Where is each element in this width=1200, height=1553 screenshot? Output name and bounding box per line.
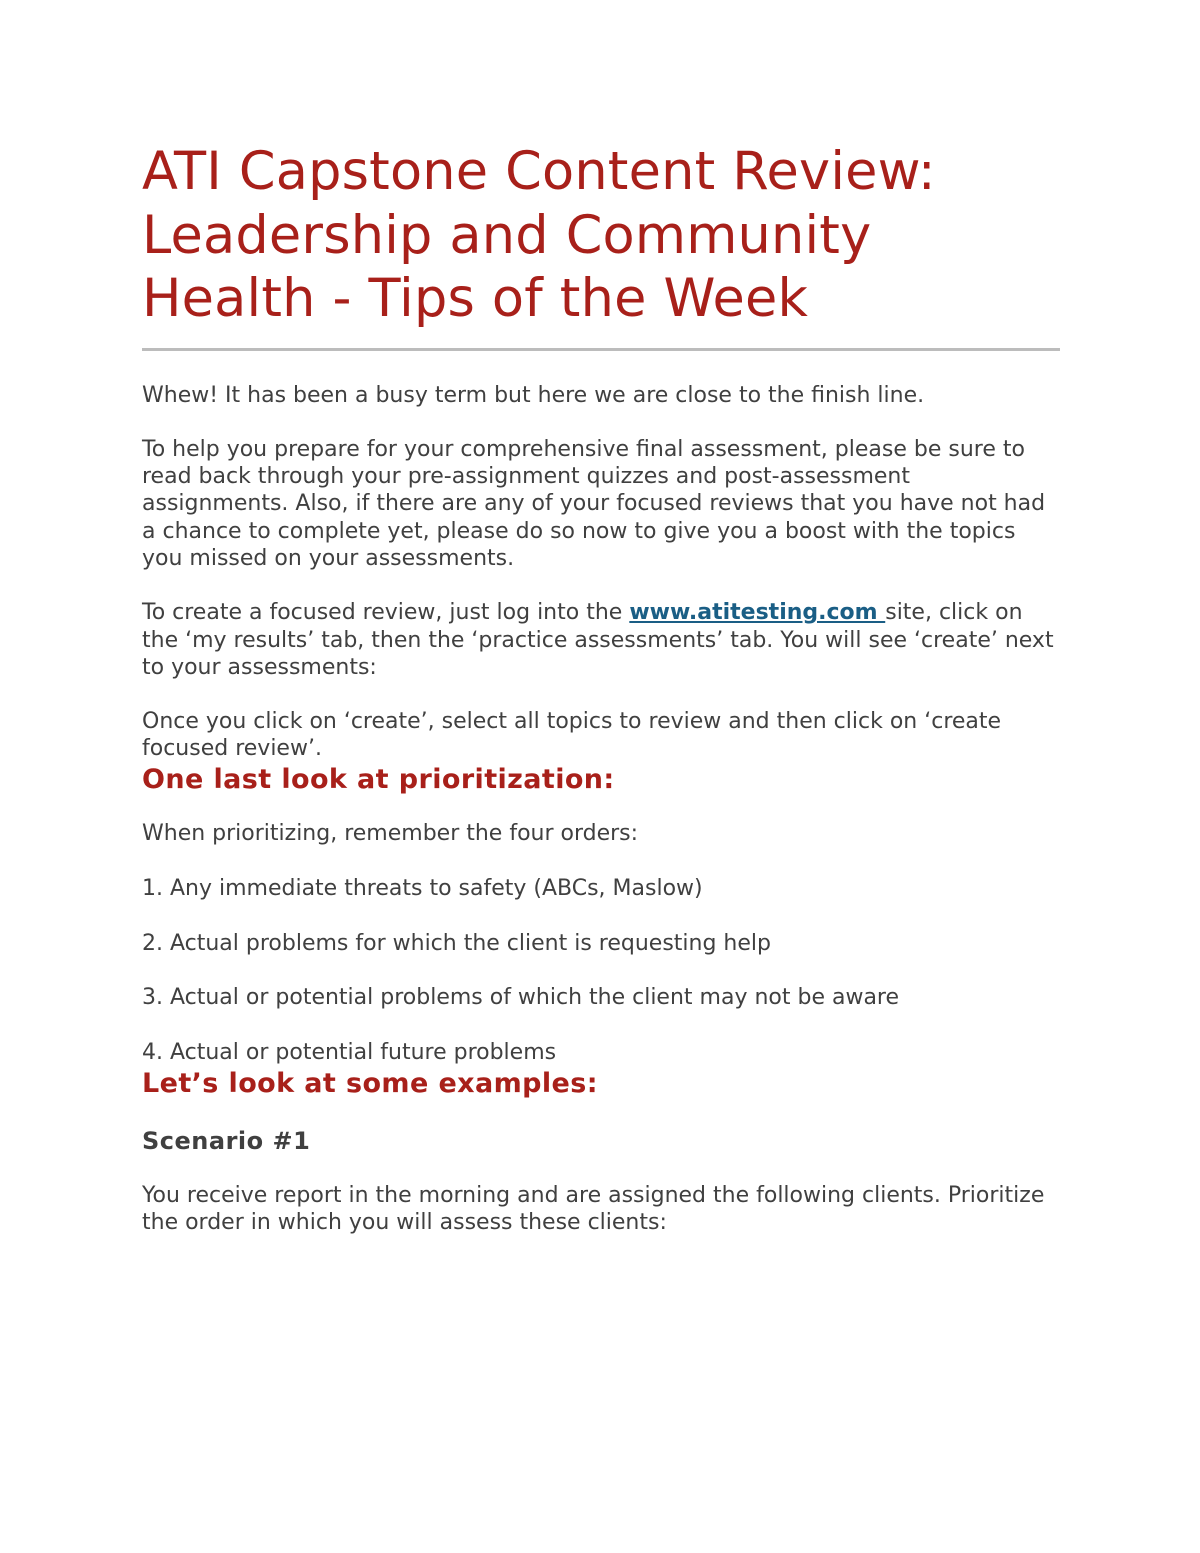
scenario-text: You receive report in the morning and are assigned the following clients. Prioritize the order in which you will assess these clients: [142, 1182, 1045, 1235]
priority-item-2: 2. Actual problems for which the client is requesting help [142, 930, 771, 956]
focused-review-paragraph [142, 599, 1060, 681]
atitesting-link[interactable]: www.atitesting.com [629, 600, 886, 626]
examples-heading: Let’s look at some examples: [142, 1067, 598, 1099]
priority-item-4: 4. Actual or potential future problems [142, 1040, 557, 1066]
prepare-paragraph: To help you prepare for your comprehensive final assessment, please be sure to read back through your pre-assignment quizzes and post-assessment assignments. Also, if there are any of your focused reviews that you have not had a chance to complete yet, please do so now to give you a boost with the topics you missed on your assessments. [142, 436, 1046, 571]
scenario-title: Scenario #1 [142, 1126, 311, 1155]
focused-review-text-before: To create a focused review, just log into the [142, 600, 630, 626]
priority-item-3: 3. Actual or potential problems of which the client may not be aware [142, 985, 900, 1011]
prioritization-intro: When prioritizing, remember the four orders: [142, 820, 639, 846]
focused-review-text-after: site, click on the ‘my results’ tab, then the ‘practice assessments’ tab. You will see ‘create’ next to your assessments: [142, 600, 1054, 680]
prioritization-heading: One last look at prioritization: [142, 763, 615, 795]
priority-item-1: 1. Any immediate threats to safety (ABCs, Maslow) [142, 875, 703, 901]
document-page [142, 140, 1060, 1236]
create-paragraph: Once you click on ‘create’, select all topics to review and then click on ‘create focused review’. [142, 709, 1002, 762]
intro-paragraph: Whew! It has been a busy term but here we are close to the finish line. [142, 382, 925, 408]
title-divider [142, 348, 1060, 351]
document-title: ATI Capstone Content Review: Leadership and Community Health - Tips of the Week [142, 141, 936, 329]
